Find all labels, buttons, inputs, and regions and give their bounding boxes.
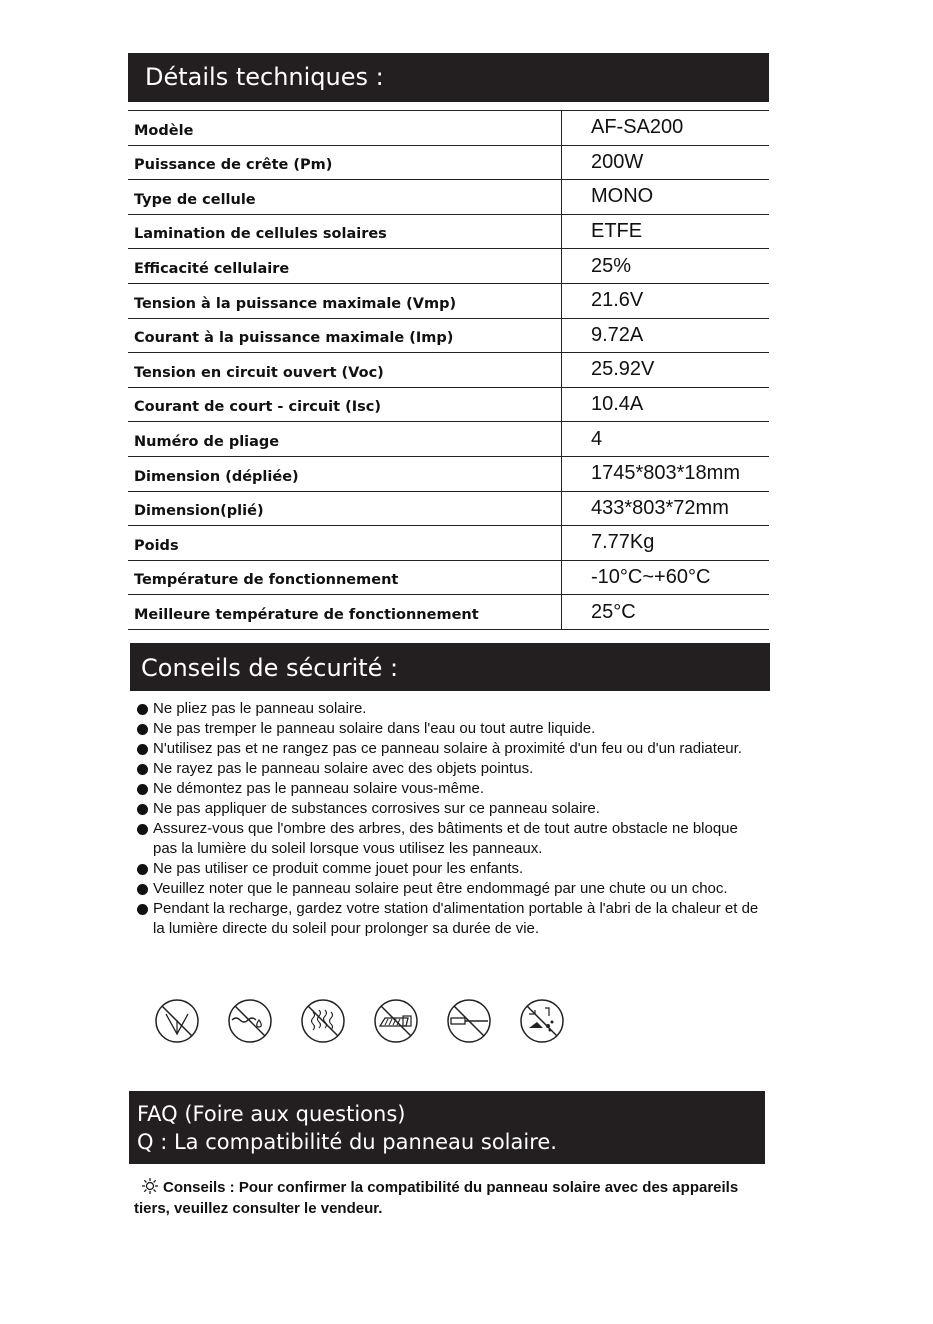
faq-tip — [134, 1177, 754, 1219]
safety-tip — [136, 819, 766, 859]
no-folding-icon — [154, 998, 200, 1044]
safety-tip — [136, 779, 766, 799]
spec-label: Poids — [128, 526, 562, 560]
spec-row — [128, 111, 769, 146]
spec-value: -10°C~+60°C — [591, 566, 711, 589]
safety-tips-list — [136, 699, 766, 939]
bullet-icon — [136, 799, 153, 819]
spec-row — [128, 388, 769, 423]
safety-tip-text: N'utilisez pas et ne rangez pas ce panneau solaire à proximité d'un feu ou d'un radiateur. — [153, 740, 742, 757]
spec-label: Tension en circuit ouvert (Voc) — [128, 353, 562, 387]
spec-row — [128, 249, 769, 284]
spec-value: 433*803*72mm — [591, 496, 729, 519]
safety-tip-text: Ne rayez pas le panneau solaire avec des objets pointus. — [153, 760, 534, 777]
spec-label: Tension à la puissance maximale (Vmp) — [128, 284, 562, 318]
spec-row — [128, 146, 769, 181]
spec-label: Lamination de cellules solaires — [128, 215, 562, 249]
bullet-icon — [136, 739, 153, 759]
spec-value: 25°C — [591, 600, 636, 623]
no-disassembly-icon — [446, 998, 492, 1044]
spec-row — [128, 353, 769, 388]
safety-tip — [136, 699, 766, 719]
safety-tip — [136, 759, 766, 779]
faq-title: FAQ (Foire aux questions) — [137, 1102, 406, 1126]
safety-tip-text: Ne démontez pas le panneau solaire vous-même. — [153, 780, 485, 797]
spec-row — [128, 284, 769, 319]
spec-row — [128, 215, 769, 250]
spec-label: Dimension(plié) — [128, 492, 562, 526]
spec-value: AF-SA200 — [591, 116, 684, 139]
bullet-icon — [136, 699, 153, 719]
bullet-icon — [136, 779, 153, 799]
specs-heading: Détails techniques : — [128, 53, 769, 102]
spec-row — [128, 422, 769, 457]
spec-value: 25% — [591, 254, 632, 277]
bullet-icon — [136, 899, 153, 939]
spec-value: 21.6V — [591, 289, 644, 312]
spec-row — [128, 561, 769, 596]
safety-tip-text: Veuillez noter que le panneau solaire peut être endommagé par une chute ou un choc. — [153, 880, 728, 897]
spec-row — [128, 319, 769, 354]
spec-value: 200W — [591, 150, 644, 173]
spec-row — [128, 492, 769, 527]
spec-label: Température de fonctionnement — [128, 561, 562, 595]
safety-tip-text: Ne pliez pas le panneau solaire. — [153, 700, 367, 717]
safety-tip-text: Ne pas tremper le panneau solaire dans l'eau ou tout autre liquide. — [153, 720, 596, 737]
safety-tip-text: Ne pas appliquer de substances corrosives sur ce panneau solaire. — [153, 800, 600, 817]
spec-value: 9.72A — [591, 323, 644, 346]
spec-label: Dimension (dépliée) — [128, 457, 562, 491]
spec-value: 7.77Kg — [591, 531, 655, 554]
spec-value: 10.4A — [591, 393, 644, 416]
faq-question: Q : La compatibilité du panneau solaire. — [137, 1130, 557, 1154]
spec-label: Type de cellule — [128, 180, 562, 214]
safety-tip — [136, 799, 766, 819]
spec-label: Numéro de pliage — [128, 422, 562, 456]
bullet-icon — [136, 819, 153, 859]
spec-label: Efficacité cellulaire — [128, 249, 562, 283]
no-heat-icon — [300, 998, 346, 1044]
no-sharp-objects-icon — [373, 998, 419, 1044]
spec-label: Courant à la puissance maximale (Imp) — [128, 319, 562, 353]
safety-tip — [136, 719, 766, 739]
safety-tip-text: Assurez-vous que l'ombre des arbres, des bâtiments et de tout autre obstacle ne bloque pas la lumière du soleil lorsque vous utilisez les panneaux. — [153, 820, 738, 857]
spec-value: 1745*803*18mm — [591, 462, 740, 485]
spec-label: Courant de court - circuit (Isc) — [128, 388, 562, 422]
faq-heading — [129, 1091, 765, 1164]
safety-tip — [136, 899, 766, 939]
safety-tip-text: Pendant la recharge, gardez votre station d'alimentation portable à l'abri de la chaleur et de la lumière directe du soleil pour prolonger sa durée de vie. — [153, 900, 759, 937]
no-water-icon — [227, 998, 273, 1044]
bullet-icon — [136, 759, 153, 779]
spec-label: Puissance de crête (Pm) — [128, 146, 562, 180]
spec-value: ETFE — [591, 220, 643, 243]
safety-tip — [136, 879, 766, 899]
spec-row — [128, 526, 769, 561]
sun-icon — [141, 1177, 159, 1195]
safety-tip-text: Ne pas utiliser ce produit comme jouet pour les enfants. — [153, 860, 524, 877]
spec-value: MONO — [591, 185, 654, 208]
spec-value: 4 — [591, 427, 603, 450]
spec-row — [128, 180, 769, 215]
faq-tip-text: Conseils : Pour confirmer la compatibilité du panneau solaire avec des appareils tiers, veuillez consulter le vendeur. — [134, 1179, 739, 1217]
warning-icons-row — [154, 998, 565, 1044]
spec-value: 25.92V — [591, 358, 655, 381]
safety-tip — [136, 739, 766, 759]
spec-row — [128, 595, 769, 630]
bullet-icon — [136, 879, 153, 899]
bullet-icon — [136, 719, 153, 739]
bullet-icon — [136, 859, 153, 879]
safety-heading: Conseils de sécurité : — [130, 643, 770, 691]
specs-table — [128, 110, 769, 630]
spec-label: Modèle — [128, 111, 562, 145]
spec-label: Meilleure température de fonctionnement — [128, 595, 562, 629]
safety-tip — [136, 859, 766, 879]
spec-row — [128, 457, 769, 492]
no-corrosive-icon — [519, 998, 565, 1044]
